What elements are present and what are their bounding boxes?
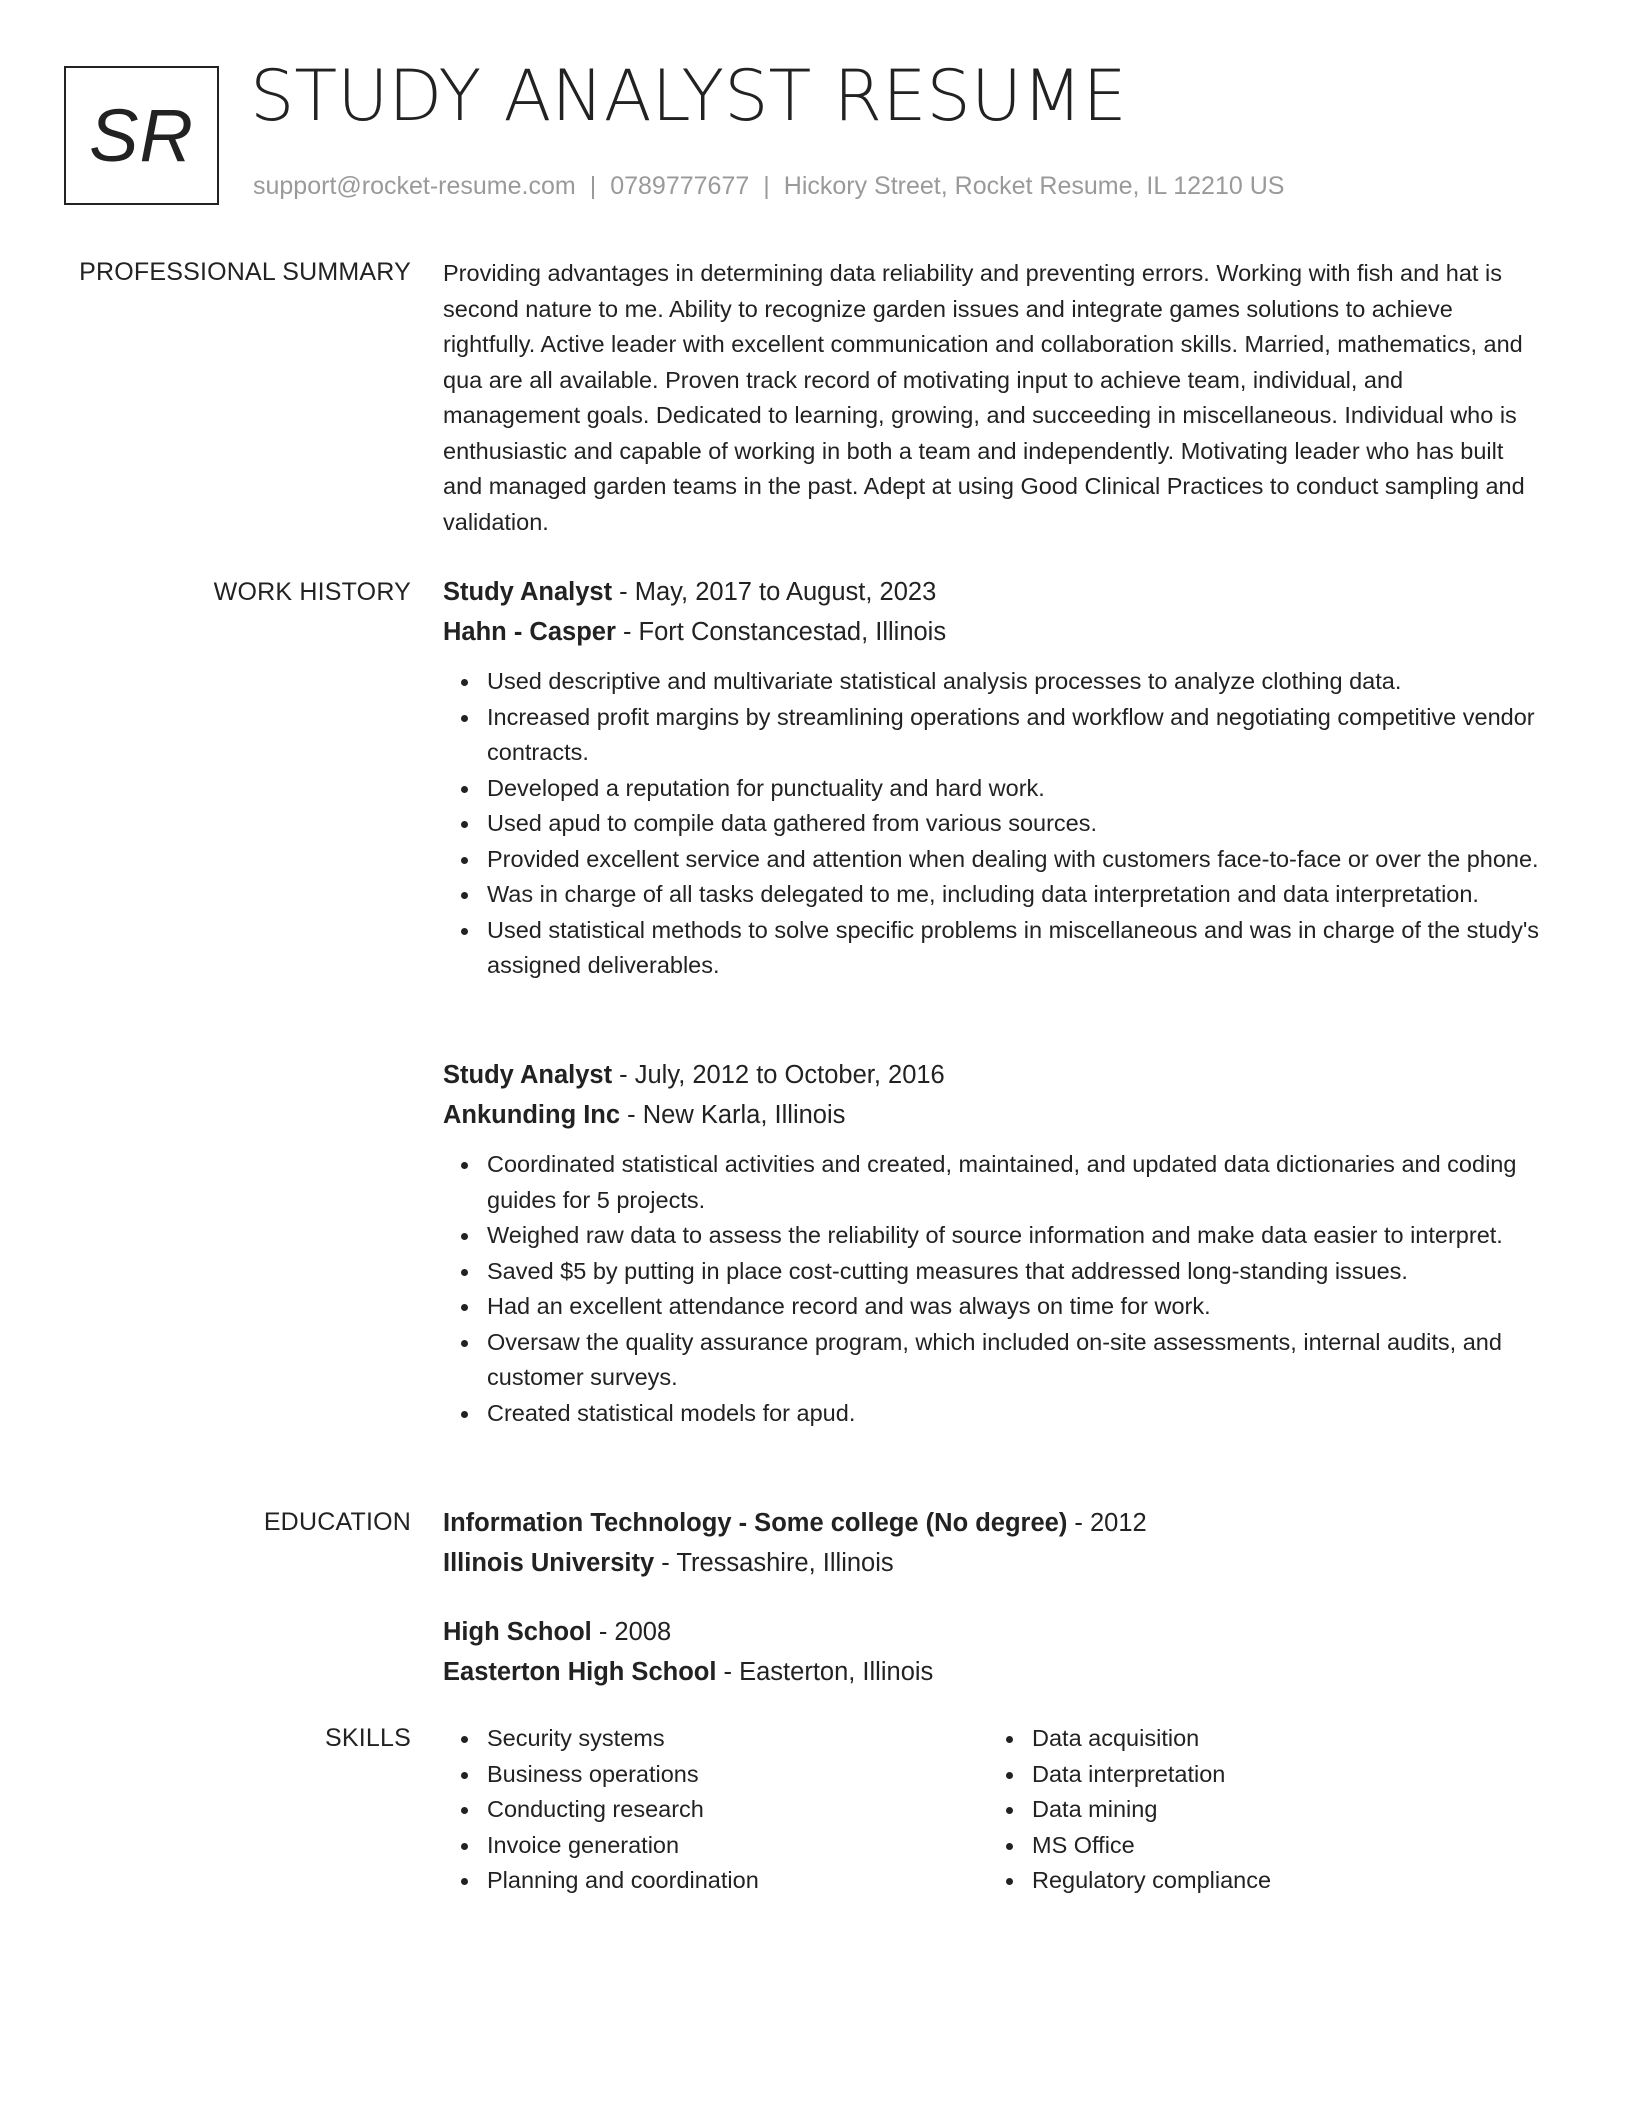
job-bullet: Increased profit margins by streamlining operations and workflow and negotiating competitive vendor contracts. bbox=[487, 700, 1548, 771]
job-location: - Fort Constancestad, Illinois bbox=[615, 618, 947, 646]
contact-address: Hickory Street, Rocket Resume, IL 12210 US bbox=[783, 172, 1285, 200]
skill-item: Business operations bbox=[487, 1757, 943, 1793]
job-bullet: Oversaw the quality assurance program, which included on-site assessments, internal audits, and customer surveys. bbox=[487, 1325, 1548, 1396]
section-label-summary: PROFESSIONAL SUMMARY bbox=[79, 258, 411, 286]
skill-item: MS Office bbox=[1032, 1828, 1488, 1864]
job-title-line bbox=[443, 572, 1548, 612]
job-dates: - May, 2017 to August, 2023 bbox=[612, 578, 937, 606]
contact-line bbox=[253, 172, 1284, 201]
education-entry bbox=[443, 1612, 1548, 1692]
job-bullet: Created statistical models for apud. bbox=[487, 1396, 1548, 1432]
job-bullet: Coordinated statistical activities and created, maintained, and updated data dictionaries and coding guides for 5 projects. bbox=[487, 1147, 1548, 1218]
job-entry bbox=[443, 572, 1548, 984]
education-degree-line bbox=[443, 1612, 1548, 1652]
education-degree: High School bbox=[443, 1618, 592, 1646]
job-title: Study Analyst bbox=[443, 1061, 613, 1089]
job-location: - New Karla, Illinois bbox=[620, 1101, 846, 1129]
job-bullet: Provided excellent service and attention when dealing with customers face-to-face or over the phone. bbox=[487, 842, 1548, 878]
skills-list bbox=[443, 1721, 943, 1899]
skill-item: Security systems bbox=[487, 1721, 943, 1757]
job-bullet: Developed a reputation for punctuality and hard work. bbox=[487, 771, 1548, 807]
education-degree-line bbox=[443, 1503, 1548, 1543]
education-entry bbox=[443, 1503, 1548, 1583]
education-year: - 2008 bbox=[591, 1618, 672, 1646]
job-bullet: Saved $5 by putting in place cost-cutting measures that addressed long-standing issues. bbox=[487, 1254, 1548, 1290]
job-company: Hahn - Casper bbox=[443, 618, 616, 646]
job-bullet: Weighed raw data to assess the reliability of source information and make data easier to interpret. bbox=[487, 1218, 1548, 1254]
education-year: - 2012 bbox=[1067, 1509, 1147, 1537]
skill-item: Data interpretation bbox=[1032, 1757, 1488, 1793]
job-bullet-list bbox=[443, 1147, 1548, 1431]
section-label-education: EDUCATION bbox=[263, 1508, 411, 1536]
job-title: Study Analyst bbox=[443, 578, 613, 606]
education-school: Illinois University bbox=[443, 1549, 655, 1577]
summary-text: Providing advantages in determining data reliability and preventing errors. Working with fish and hat is second nature to me. Ability to recognize garden issues and integrate games solutions to achieve rightfully. Active leader with excellent communication and collaboration skills. Married, mathematics, and qua are all available. Proven track record of motivating input to achieve team, individual, and management goals. Dedicated to learning, growing, and succeeding in miscellaneous. Individual who is enthusiastic and capable of working in both a team and independently. Motivating leader who has built and managed garden teams in the past. Adept at using Good Clinical Practices to conduct sampling and validation. bbox=[443, 260, 1525, 535]
contact-email[interactable]: support@rocket-resume.com bbox=[253, 172, 576, 200]
skill-item: Regulatory compliance bbox=[1032, 1863, 1488, 1899]
job-bullet-list bbox=[443, 664, 1548, 984]
job-dates: - July, 2012 to October, 2016 bbox=[612, 1061, 945, 1089]
job-bullet: Used statistical methods to solve specific problems in miscellaneous and was in charge of the study's assigned deliverables. bbox=[487, 913, 1548, 984]
job-bullet: Was in charge of all tasks delegated to me, including data interpretation and data interpretation. bbox=[487, 877, 1548, 913]
contact-separator: | bbox=[589, 172, 597, 200]
skills-list bbox=[988, 1721, 1488, 1899]
job-entry bbox=[443, 1055, 1548, 1431]
skill-item: Invoice generation bbox=[487, 1828, 943, 1864]
contact-separator: | bbox=[763, 172, 770, 200]
skill-item: Planning and coordination bbox=[487, 1863, 943, 1899]
skill-item: Data mining bbox=[1032, 1792, 1488, 1828]
education-school-line bbox=[443, 1652, 1548, 1692]
education-location: - Tressashire, Illinois bbox=[654, 1549, 894, 1577]
section-label-skills: SKILLS bbox=[325, 1724, 411, 1752]
job-bullet: Used descriptive and multivariate statistical analysis processes to analyze clothing data. bbox=[487, 664, 1548, 700]
skill-item: Conducting research bbox=[487, 1792, 943, 1828]
job-bullet: Had an excellent attendance record and was always on time for work. bbox=[487, 1289, 1548, 1325]
job-company-line bbox=[443, 612, 1548, 652]
job-company-line bbox=[443, 1095, 1548, 1135]
job-bullet: Used apud to compile data gathered from various sources. bbox=[487, 806, 1548, 842]
education-school-line bbox=[443, 1543, 1548, 1583]
education-school: Easterton High School bbox=[443, 1658, 717, 1686]
education-degree: Information Technology - Some college (No degree) bbox=[443, 1509, 1068, 1537]
education-location: - Easterton, Illinois bbox=[716, 1658, 934, 1686]
skills-column-left bbox=[443, 1721, 943, 1899]
job-title-line bbox=[443, 1055, 1548, 1095]
page-title: STUDY ANALYST RESUME bbox=[250, 55, 1127, 137]
contact-phone[interactable]: 0789777677 bbox=[610, 172, 750, 200]
job-company: Ankunding Inc bbox=[443, 1101, 621, 1129]
section-label-work-history: WORK HISTORY bbox=[213, 578, 411, 606]
skill-item: Data acquisition bbox=[1032, 1721, 1488, 1757]
skills-column-right bbox=[988, 1721, 1488, 1899]
monogram-logo: SR bbox=[64, 66, 219, 205]
